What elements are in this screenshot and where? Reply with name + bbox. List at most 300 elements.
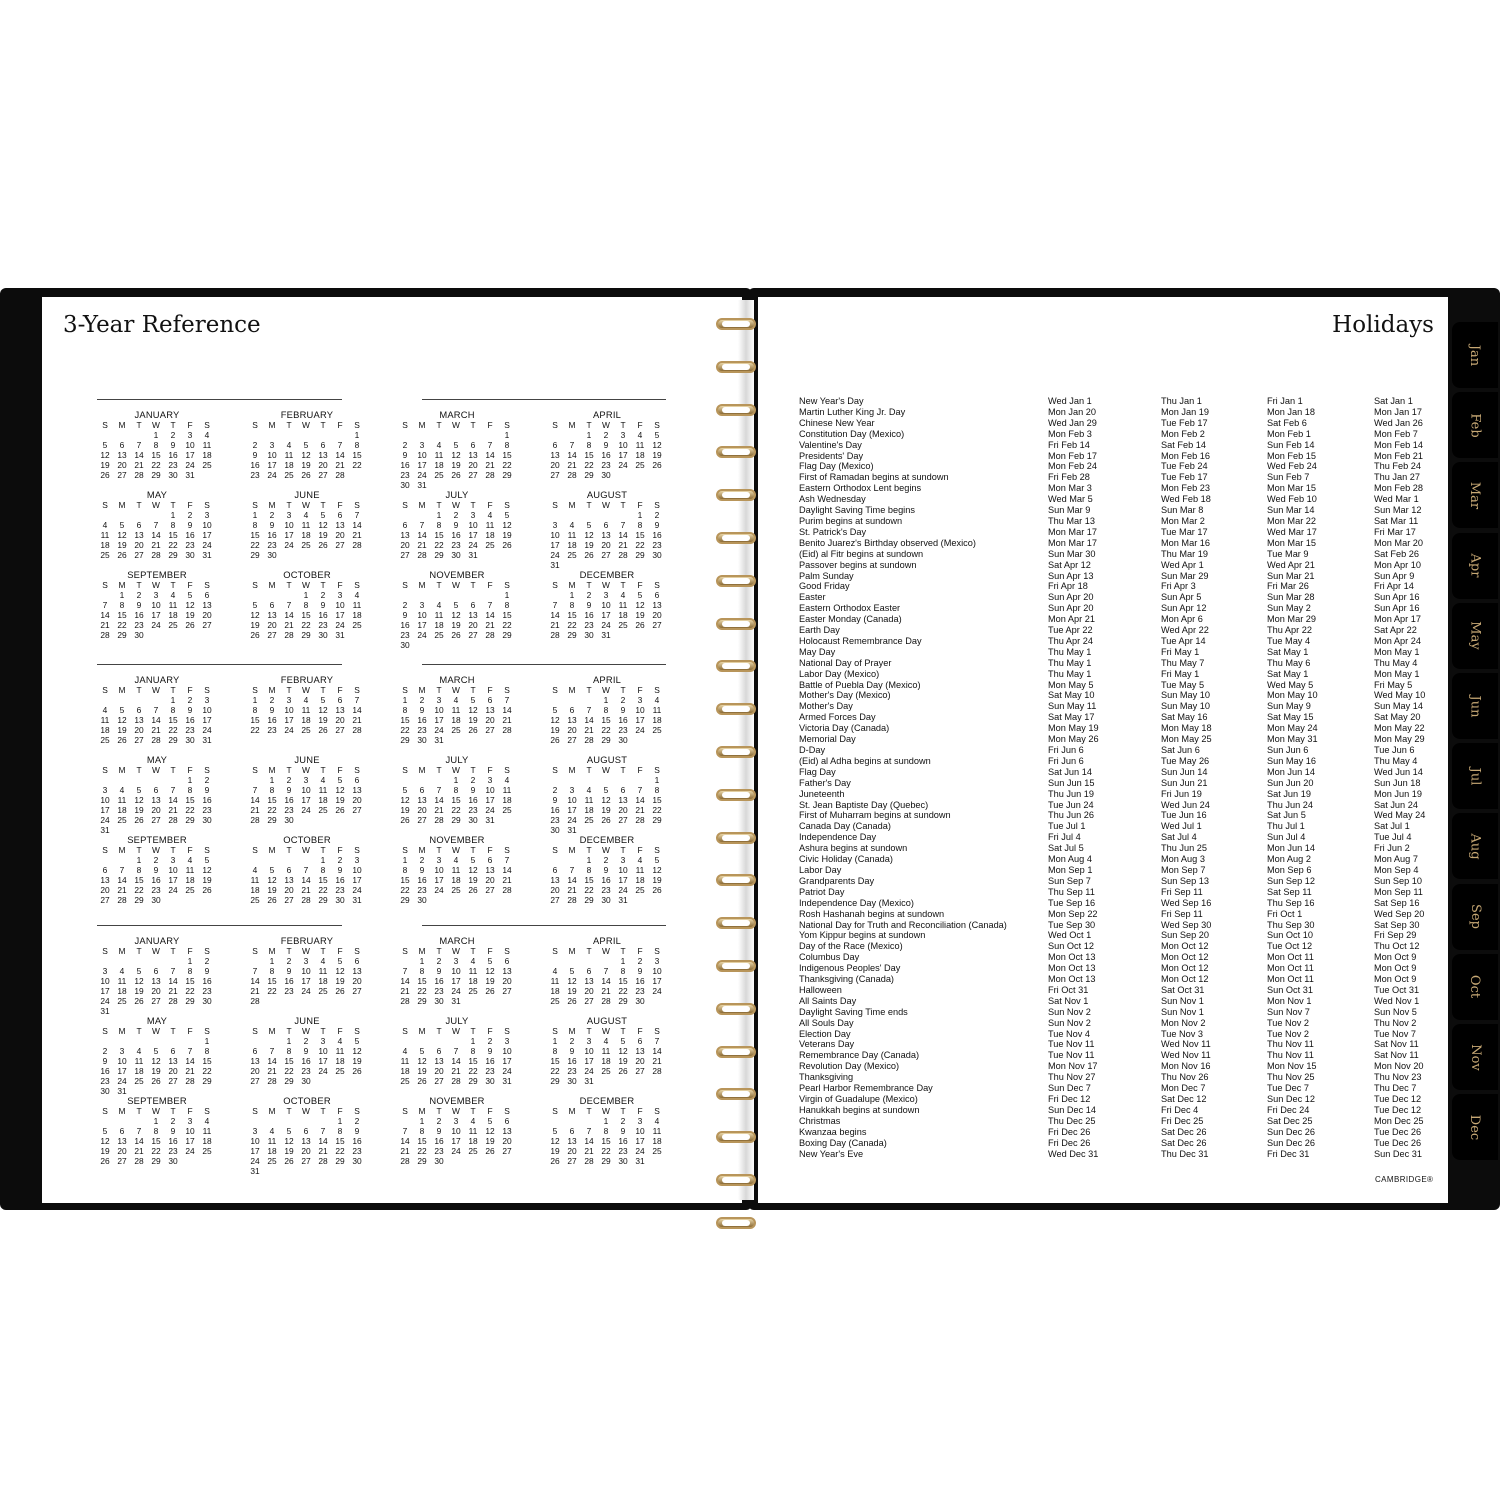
holiday-name: St. Jean Baptiste Day (Quebec) <box>799 799 929 810</box>
day-cell: 20 <box>618 805 628 815</box>
day-cell: 16 <box>417 715 427 725</box>
day-cell: 17 <box>618 875 628 885</box>
day-cell: 17 <box>267 460 277 470</box>
holiday-name: Pearl Harbor Remembrance Day <box>799 1083 933 1094</box>
day-cell: 9 <box>487 1046 493 1056</box>
ring-gap <box>722 1134 750 1140</box>
day-cell: 31 <box>485 815 495 825</box>
weekday-header: T <box>136 580 142 590</box>
day-cell: 13 <box>134 715 144 725</box>
day-cell: 16 <box>134 610 144 620</box>
holiday-date: Thu Jul 1 <box>1267 821 1305 832</box>
day-cell: 30 <box>400 640 410 650</box>
holiday-date: Sun May 11 <box>1048 701 1097 712</box>
holiday-date: Sun Mar 28 <box>1267 592 1315 603</box>
day-cell: 12 <box>485 966 495 976</box>
day-cell: 4 <box>470 956 476 966</box>
day-cell: 7 <box>354 510 360 520</box>
day-cell: 4 <box>620 590 626 600</box>
holiday-date: Wed Jan 26 <box>1374 417 1423 428</box>
day-cell: 10 <box>202 705 212 715</box>
day-cell: 20 <box>468 460 478 470</box>
month-tab[interactable] <box>1452 322 1498 388</box>
month-name: MAY <box>146 1015 168 1026</box>
holiday-date: Mon Mar 17 <box>1048 526 1098 537</box>
day-cell: 28 <box>502 725 512 735</box>
day-cell: 9 <box>102 1056 108 1066</box>
holiday-date: Wed May 24 <box>1374 810 1426 821</box>
day-cell: 7 <box>337 440 343 450</box>
day-cell: 19 <box>652 450 662 460</box>
spiral-ring <box>716 404 756 418</box>
holiday-date: Wed Feb 10 <box>1267 494 1317 505</box>
day-cell: 11 <box>301 705 311 715</box>
mini-month <box>97 490 217 580</box>
day-cell: 30 <box>335 895 345 905</box>
ring-gap <box>722 920 750 926</box>
holiday-date: Mon Jun 14 <box>1267 766 1316 777</box>
day-cell: 19 <box>485 1136 495 1146</box>
weekday-header: F <box>187 765 193 775</box>
day-cell: 2 <box>187 695 193 705</box>
weekday-header: M <box>118 845 126 855</box>
day-cell: 26 <box>485 1146 495 1156</box>
day-cell: 2 <box>620 695 626 705</box>
day-cell: 28 <box>618 550 628 560</box>
day-cell: 19 <box>134 805 144 815</box>
day-cell: 30 <box>352 1156 362 1166</box>
month-tab[interactable] <box>1452 954 1498 1020</box>
weekday-header: S <box>354 580 360 590</box>
day-cell: 15 <box>434 530 444 540</box>
day-cell: 6 <box>286 865 292 875</box>
weekday-header: S <box>252 1106 258 1116</box>
holiday-date: Sun Jun 21 <box>1161 777 1208 788</box>
mini-month <box>547 835 667 925</box>
holiday-name: Revolution Day (Mexico) <box>799 1061 900 1072</box>
day-cell: 19 <box>468 715 478 725</box>
day-cell: 19 <box>318 715 328 725</box>
day-cell: 29 <box>434 550 444 560</box>
day-cell: 19 <box>618 1056 628 1066</box>
weekday-header: F <box>187 1026 193 1036</box>
day-cell: 26 <box>117 550 127 560</box>
holiday-date: Sun Jun 14 <box>1161 766 1208 777</box>
day-cell: 4 <box>303 510 309 520</box>
weekday-header: S <box>354 946 360 956</box>
month-tab[interactable] <box>1452 673 1498 739</box>
day-cell: 12 <box>117 715 127 725</box>
weekday-header: T <box>620 946 626 956</box>
day-cell: 23 <box>134 620 144 630</box>
holiday-date: Sun Jun 15 <box>1048 777 1095 788</box>
day-cell: 31 <box>584 1076 594 1086</box>
holiday-date: Sun Apr 9 <box>1374 570 1415 581</box>
day-cell: 29 <box>502 470 512 480</box>
month-tab[interactable] <box>1452 813 1498 879</box>
day-cell: 28 <box>434 815 444 825</box>
day-cell: 2 <box>487 1036 493 1046</box>
month-grid <box>397 765 517 845</box>
day-cell: 2 <box>354 1116 360 1126</box>
day-cell: 3 <box>286 510 292 520</box>
day-cell: 10 <box>601 600 611 610</box>
holiday-date: Sat Jun 6 <box>1161 745 1200 755</box>
holiday-name: Indigenous Peoples' Day <box>799 963 901 974</box>
day-cell: 22 <box>202 1066 212 1076</box>
day-cell: 8 <box>252 705 258 715</box>
month-grid <box>547 420 667 500</box>
day-cell: 5 <box>102 1126 108 1136</box>
day-cell: 1 <box>586 855 592 865</box>
weekday-header: M <box>118 500 126 510</box>
holiday-date: Tue Dec 7 <box>1267 1083 1310 1094</box>
weekday-header: F <box>337 420 343 430</box>
weekday-header: T <box>470 420 476 430</box>
weekday-header: M <box>568 1026 576 1036</box>
day-cell: 3 <box>187 430 193 440</box>
day-cell: 9 <box>436 1126 442 1136</box>
holiday-date: Mon Mar 15 <box>1267 483 1317 494</box>
day-cell: 20 <box>584 986 594 996</box>
month-tab[interactable] <box>1452 533 1498 599</box>
day-cell: 8 <box>637 520 643 530</box>
day-cell: 26 <box>335 986 345 996</box>
day-cell: 14 <box>550 610 560 620</box>
weekday-header: S <box>252 420 258 430</box>
day-cell: 3 <box>153 590 159 600</box>
day-cell: 20 <box>417 805 427 815</box>
weekday-header: M <box>568 500 576 510</box>
day-cell: 13 <box>400 530 410 540</box>
day-cell: 21 <box>434 805 444 815</box>
day-cell: 28 <box>584 735 594 745</box>
day-cell: 20 <box>550 460 560 470</box>
weekday-header: F <box>337 946 343 956</box>
day-cell: 10 <box>168 865 178 875</box>
day-cell: 2 <box>620 1116 626 1126</box>
day-cell: 12 <box>652 440 662 450</box>
day-cell: 10 <box>185 440 195 450</box>
day-cell: 4 <box>654 1116 660 1126</box>
day-cell: 14 <box>485 610 495 620</box>
day-cell: 18 <box>451 875 461 885</box>
day-cell: 12 <box>134 976 144 986</box>
month-name: FEBRUARY <box>280 409 334 420</box>
ring-gap <box>722 663 750 669</box>
day-cell: 13 <box>618 795 628 805</box>
day-cell: 6 <box>303 1126 309 1136</box>
day-cell: 26 <box>151 1076 161 1086</box>
day-cell: 7 <box>402 1126 408 1136</box>
weekday-header: F <box>487 1026 493 1036</box>
day-cell: 7 <box>153 705 159 715</box>
day-cell: 31 <box>451 996 461 1006</box>
day-cell: 28 <box>250 996 260 1006</box>
day-cell: 20 <box>335 530 345 540</box>
spiral-ring <box>716 874 756 888</box>
weekday-header: T <box>470 1106 476 1116</box>
weekday-header: T <box>320 420 326 430</box>
day-cell: 25 <box>652 725 662 735</box>
holiday-date: Mon Nov 1 <box>1267 995 1312 1006</box>
holiday-date: Fri Dec 26 <box>1048 1126 1091 1137</box>
day-cell: 30 <box>468 815 478 825</box>
holiday-name: Victoria Day (Canada) <box>799 723 890 734</box>
day-cell: 31 <box>601 630 611 640</box>
weekday-header: T <box>136 845 142 855</box>
day-cell: 24 <box>284 540 294 550</box>
day-cell: 26 <box>584 550 594 560</box>
holiday-date: Mon Nov 17 <box>1048 1061 1098 1072</box>
month-tab-text: May <box>1467 621 1483 650</box>
day-cell: 29 <box>134 895 144 905</box>
holiday-name-column <box>799 396 1049 1159</box>
day-cell: 24 <box>652 986 662 996</box>
month-name: MARCH <box>439 935 475 946</box>
day-cell: 5 <box>487 1116 493 1126</box>
holiday-date: Mon Apr 21 <box>1048 614 1095 625</box>
holiday-date: Tue May 5 <box>1161 679 1205 690</box>
holiday-name: Passover begins at sundown <box>799 559 917 570</box>
mini-month <box>547 490 667 580</box>
day-cell: 8 <box>419 1126 425 1136</box>
weekday-header: F <box>487 1106 493 1116</box>
day-cell: 18 <box>100 725 110 735</box>
holiday-date: Wed May 10 <box>1374 690 1426 701</box>
day-cell: 19 <box>550 1146 560 1156</box>
holiday-date: Sat Dec 25 <box>1267 1115 1313 1126</box>
day-cell: 27 <box>134 550 144 560</box>
day-cell: 10 <box>267 450 277 460</box>
holiday-date: Wed Apr 22 <box>1161 625 1209 636</box>
weekday-header: W <box>602 946 610 956</box>
day-cell: 11 <box>318 966 328 976</box>
weekday-header: T <box>436 1026 442 1036</box>
day-cell: 31 <box>635 1156 645 1166</box>
day-cell: 25 <box>468 1146 478 1156</box>
day-cell: 8 <box>286 1046 292 1056</box>
month-tab[interactable] <box>1452 392 1498 458</box>
weekday-header: T <box>620 1106 626 1116</box>
month-tab[interactable] <box>1452 1024 1498 1090</box>
day-cell: 8 <box>453 785 459 795</box>
day-cell: 27 <box>502 1146 512 1156</box>
day-cell: 3 <box>204 695 210 705</box>
weekday-header: T <box>586 580 592 590</box>
day-cell: 19 <box>100 1146 110 1156</box>
day-cell: 12 <box>100 450 110 460</box>
holiday-name: Memorial Day <box>799 734 856 745</box>
weekday-header: S <box>504 580 510 590</box>
holiday-name: Mother's Day <box>799 701 853 712</box>
day-cell: 15 <box>117 610 127 620</box>
day-cell: 24 <box>567 815 577 825</box>
day-cell: 11 <box>434 450 444 460</box>
day-cell: 24 <box>168 885 178 895</box>
day-cell: 17 <box>301 976 311 986</box>
day-cell: 19 <box>100 460 110 470</box>
day-cell: 13 <box>468 610 478 620</box>
day-cell: 11 <box>202 440 212 450</box>
day-cell: 8 <box>402 705 408 715</box>
day-cell: 2 <box>337 855 343 865</box>
day-cell: 7 <box>320 1126 326 1136</box>
day-cell: 17 <box>434 715 444 725</box>
month-tab-label <box>1460 1024 1490 1090</box>
day-cell: 3 <box>102 785 108 795</box>
day-cell: 1 <box>603 695 609 705</box>
day-cell: 11 <box>635 440 645 450</box>
day-cell: 6 <box>552 865 558 875</box>
holiday-name: Yom Kippur begins at sundown <box>799 930 926 941</box>
holiday-date: Sun May 9 <box>1267 701 1311 712</box>
day-cell: 2 <box>419 855 425 865</box>
weekday-header: S <box>552 580 558 590</box>
day-cell: 18 <box>318 976 328 986</box>
day-cell: 10 <box>618 440 628 450</box>
day-cell: 25 <box>202 460 212 470</box>
day-cell: 2 <box>252 440 258 450</box>
month-name: DECEMBER <box>579 569 635 580</box>
day-cell: 26 <box>250 630 260 640</box>
weekday-header: T <box>436 500 442 510</box>
month-tab[interactable] <box>1452 743 1498 809</box>
holiday-name: Easter <box>799 592 826 603</box>
day-cell: 15 <box>451 795 461 805</box>
holiday-date: Tue Apr 22 <box>1048 625 1093 636</box>
day-cell: 5 <box>136 966 142 976</box>
weekday-header: T <box>320 500 326 510</box>
mini-month <box>97 755 217 845</box>
day-cell: 29 <box>318 895 328 905</box>
day-cell: 4 <box>586 785 592 795</box>
day-cell: 22 <box>502 460 512 470</box>
weekday-header: S <box>204 500 210 510</box>
month-grid <box>247 420 367 500</box>
weekday-header: S <box>354 845 360 855</box>
holiday-date: Sat May 1 <box>1267 646 1309 657</box>
day-cell: 21 <box>584 725 594 735</box>
day-cell: 30 <box>618 1156 628 1166</box>
weekday-header: S <box>204 765 210 775</box>
day-cell: 24 <box>267 470 277 480</box>
day-cell: 2 <box>453 510 459 520</box>
holiday-name: Purim begins at sundown <box>799 515 903 526</box>
month-grid <box>97 500 217 580</box>
day-cell: 13 <box>652 600 662 610</box>
month-tab[interactable] <box>1452 462 1498 528</box>
holiday-date: Sun May 16 <box>1267 755 1317 766</box>
weekday-header: S <box>552 500 558 510</box>
holiday-date: Fri Jun 6 <box>1048 755 1084 766</box>
day-cell: 7 <box>453 1046 459 1056</box>
day-cell: 4 <box>436 600 442 610</box>
weekday-header: S <box>654 1026 660 1036</box>
mini-month <box>397 570 517 660</box>
month-tab[interactable] <box>1452 603 1498 669</box>
day-cell: 28 <box>485 470 495 480</box>
weekday-header: W <box>452 946 460 956</box>
day-cell: 9 <box>586 600 592 610</box>
holiday-date: Mon Nov 2 <box>1161 1017 1206 1028</box>
day-cell: 29 <box>335 1156 345 1166</box>
weekday-header: M <box>568 1106 576 1116</box>
mini-month <box>97 675 217 765</box>
month-name: APRIL <box>592 674 622 685</box>
holiday-date: Fri Jun 2 <box>1374 843 1410 854</box>
spiral-ring <box>716 489 756 503</box>
day-cell: 15 <box>151 1136 161 1146</box>
holiday-date: Mon Jun 14 <box>1267 843 1316 854</box>
day-cell: 22 <box>117 620 127 630</box>
day-cell: 20 <box>352 976 362 986</box>
day-cell: 12 <box>100 1136 110 1146</box>
day-cell: 20 <box>335 715 345 725</box>
day-cell: 4 <box>487 510 493 520</box>
month-name: JANUARY <box>134 935 180 946</box>
day-cell: 4 <box>436 440 442 450</box>
day-cell: 22 <box>400 885 410 895</box>
holiday-name: Halloween <box>799 984 842 995</box>
day-cell: 9 <box>620 705 626 715</box>
holiday-date: Fri Dec 25 <box>1161 1115 1204 1126</box>
day-cell: 9 <box>252 450 258 460</box>
day-cell: 28 <box>502 885 512 895</box>
month-tab[interactable] <box>1452 1094 1498 1160</box>
weekday-header: M <box>268 946 276 956</box>
day-cell: 17 <box>352 875 362 885</box>
day-cell: 12 <box>301 450 311 460</box>
day-cell: 14 <box>434 795 444 805</box>
weekday-header: S <box>654 685 660 695</box>
day-cell: 2 <box>204 956 210 966</box>
day-cell: 5 <box>453 600 459 610</box>
day-cell: 16 <box>352 1136 362 1146</box>
day-cell: 17 <box>652 976 662 986</box>
day-cell: 16 <box>652 530 662 540</box>
day-cell: 4 <box>337 1036 343 1046</box>
day-cell: 18 <box>117 986 127 996</box>
day-cell: 5 <box>603 785 609 795</box>
holiday-date: Mon Oct 9 <box>1374 963 1417 974</box>
ring-gap <box>722 578 750 584</box>
day-cell: 5 <box>620 1036 626 1046</box>
holiday-date: Fri Apr 3 <box>1161 581 1196 592</box>
holiday-date: Mon Mar 15 <box>1267 537 1317 548</box>
weekday-header: F <box>487 845 493 855</box>
holiday-date: Sun Feb 14 <box>1267 439 1315 450</box>
holiday-date: Thu Jun 19 <box>1048 788 1094 799</box>
holiday-date: Thu May 4 <box>1374 755 1418 766</box>
day-cell: 2 <box>170 1116 176 1126</box>
month-tab[interactable] <box>1452 884 1498 950</box>
weekday-header: T <box>470 500 476 510</box>
day-cell: 24 <box>318 1066 328 1076</box>
weekday-header: T <box>286 1106 292 1116</box>
day-cell: 7 <box>487 440 493 450</box>
day-cell: 14 <box>502 705 512 715</box>
weekday-header: S <box>204 420 210 430</box>
day-cell: 1 <box>320 855 326 865</box>
day-cell: 29 <box>468 1076 478 1086</box>
weekday-header: F <box>337 580 343 590</box>
day-cell: 15 <box>267 976 277 986</box>
weekday-header: M <box>418 420 426 430</box>
day-cell: 18 <box>301 530 311 540</box>
day-cell: 12 <box>117 530 127 540</box>
weekday-header: F <box>487 765 493 775</box>
